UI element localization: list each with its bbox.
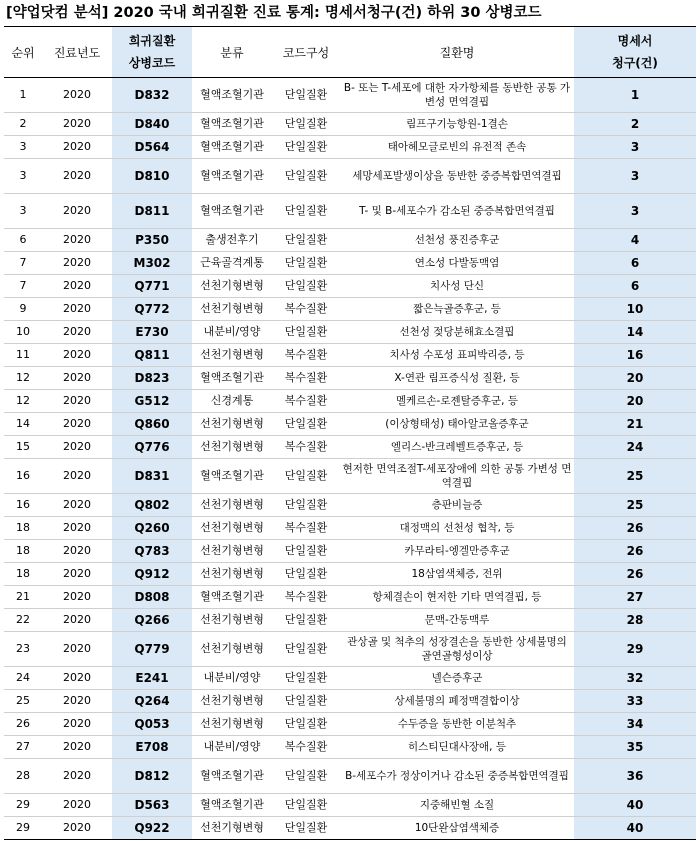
cell-year: 2020 (42, 321, 112, 344)
cell-composition: 단일질환 (272, 759, 340, 794)
cell-composition: 복수질환 (272, 390, 340, 413)
cell-rank: 12 (4, 390, 42, 413)
cell-disease: 관상골 및 척추의 성장결손을 동반한 상세불명의 골연골형성이상 (340, 632, 574, 667)
cell-disease: 항체결손이 현저한 기타 면역결핍, 등 (340, 586, 574, 609)
cell-rank: 22 (4, 609, 42, 632)
table-row (4, 413, 696, 436)
table-row (4, 321, 696, 344)
cell-rank: 26 (4, 713, 42, 736)
cell-composition: 복수질환 (272, 298, 340, 321)
cell-disease: 대정맥의 선천성 협착, 등 (340, 517, 574, 540)
cell-composition: 단일질환 (272, 136, 340, 159)
cell-disease: 넬슨증후군 (340, 667, 574, 690)
cell-rank: 27 (4, 736, 42, 759)
cell-code: Q776 (112, 436, 192, 459)
cell-category: 선천기형변형 (192, 517, 272, 540)
table-row (4, 390, 696, 413)
cell-category: 혈액조혈기관 (192, 794, 272, 817)
cell-disease: 18삼염색체증, 전위 (340, 563, 574, 586)
cell-disease: 선천성 풍진증후군 (340, 229, 574, 252)
cell-rank: 3 (4, 194, 42, 229)
cell-year: 2020 (42, 459, 112, 494)
table-row (4, 459, 696, 494)
cell-year: 2020 (42, 586, 112, 609)
table-row (4, 609, 696, 632)
cell-rank: 25 (4, 690, 42, 713)
cell-disease: 지중해빈혈 소질 (340, 794, 574, 817)
cell-composition: 단일질환 (272, 632, 340, 667)
cell-year: 2020 (42, 540, 112, 563)
cell-category: 신경계통 (192, 390, 272, 413)
cell-count: 32 (574, 667, 696, 690)
cell-disease: B-세포수가 정상이거나 감소된 중증복합면역결핍 (340, 759, 574, 794)
cell-year: 2020 (42, 632, 112, 667)
cell-code: P350 (112, 229, 192, 252)
cell-disease: 짧은늑골증후군, 등 (340, 298, 574, 321)
cell-category: 혈액조혈기관 (192, 136, 272, 159)
cell-code: Q264 (112, 690, 192, 713)
cell-composition: 단일질환 (272, 817, 340, 840)
cell-rank: 16 (4, 494, 42, 517)
cell-count: 16 (574, 344, 696, 367)
rare-disease-table (4, 26, 696, 840)
page-title: [약업닷컴 분석] 2020 국내 희귀질환 진료 통계: 명세서청구(건) 하위 30 상병코드 (6, 5, 542, 21)
cell-rank: 7 (4, 252, 42, 275)
cell-rank: 18 (4, 517, 42, 540)
cell-code: D840 (112, 113, 192, 136)
table-row (4, 436, 696, 459)
cell-year: 2020 (42, 344, 112, 367)
table-row (4, 194, 696, 229)
cell-rank: 24 (4, 667, 42, 690)
cell-rank: 29 (4, 794, 42, 817)
cell-rank: 21 (4, 586, 42, 609)
cell-count: 2 (574, 113, 696, 136)
cell-rank: 18 (4, 563, 42, 586)
table-row (4, 632, 696, 667)
header-count (574, 27, 696, 78)
cell-category: 혈액조혈기관 (192, 759, 272, 794)
table-row (4, 298, 696, 321)
cell-year: 2020 (42, 563, 112, 586)
cell-category: 혈액조혈기관 (192, 113, 272, 136)
cell-rank: 11 (4, 344, 42, 367)
cell-disease: 층판비늘증 (340, 494, 574, 517)
table-row (4, 667, 696, 690)
cell-composition: 단일질환 (272, 609, 340, 632)
cell-code: D563 (112, 794, 192, 817)
cell-composition: 단일질환 (272, 713, 340, 736)
cell-disease: 문맥-간동맥루 (340, 609, 574, 632)
cell-category: 내분비/영양 (192, 736, 272, 759)
cell-category: 내분비/영양 (192, 321, 272, 344)
table-row (4, 759, 696, 794)
cell-disease: 연소성 다발동맥염 (340, 252, 574, 275)
cell-category: 선천기형변형 (192, 298, 272, 321)
cell-rank: 15 (4, 436, 42, 459)
cell-disease: 림프구기능항원-1결손 (340, 113, 574, 136)
cell-composition: 단일질환 (272, 78, 340, 113)
cell-code: M302 (112, 252, 192, 275)
table-row (4, 159, 696, 194)
cell-category: 혈액조혈기관 (192, 459, 272, 494)
cell-disease: 치사성 단신 (340, 275, 574, 298)
cell-year: 2020 (42, 78, 112, 113)
cell-composition: 단일질환 (272, 275, 340, 298)
table-row (4, 517, 696, 540)
table-row (4, 367, 696, 390)
cell-composition: 복수질환 (272, 436, 340, 459)
table-row (4, 713, 696, 736)
table-body (4, 78, 696, 840)
cell-category: 선천기형변형 (192, 632, 272, 667)
cell-category: 선천기형변형 (192, 563, 272, 586)
cell-rank: 7 (4, 275, 42, 298)
table-row (4, 113, 696, 136)
cell-category: 내분비/영양 (192, 667, 272, 690)
table-row (4, 78, 696, 113)
cell-disease: T- 및 B-세포수가 감소된 중증복합면역결핍 (340, 194, 574, 229)
cell-count: 26 (574, 563, 696, 586)
cell-count: 24 (574, 436, 696, 459)
cell-category: 혈액조혈기관 (192, 586, 272, 609)
cell-disease: 히스티딘대사장애, 등 (340, 736, 574, 759)
cell-category: 혈액조혈기관 (192, 367, 272, 390)
cell-composition: 단일질환 (272, 540, 340, 563)
cell-composition: 복수질환 (272, 344, 340, 367)
cell-composition: 복수질환 (272, 586, 340, 609)
cell-year: 2020 (42, 390, 112, 413)
cell-code: Q912 (112, 563, 192, 586)
cell-count: 25 (574, 459, 696, 494)
table-row (4, 563, 696, 586)
cell-composition: 복수질환 (272, 736, 340, 759)
cell-code: Q779 (112, 632, 192, 667)
cell-composition: 단일질환 (272, 113, 340, 136)
cell-category: 선천기형변형 (192, 713, 272, 736)
cell-category: 혈액조혈기관 (192, 78, 272, 113)
cell-rank: 9 (4, 298, 42, 321)
cell-rank: 10 (4, 321, 42, 344)
cell-code: E730 (112, 321, 192, 344)
cell-disease: 10단완삼염색체증 (340, 817, 574, 840)
cell-disease: 현저한 면역조절T-세포장애에 의한 공통 가변성 면역결핍 (340, 459, 574, 494)
cell-code: D810 (112, 159, 192, 194)
cell-code: Q771 (112, 275, 192, 298)
cell-composition: 단일질환 (272, 667, 340, 690)
cell-year: 2020 (42, 159, 112, 194)
cell-disease: (이상형태성) 태아알코올증후군 (340, 413, 574, 436)
cell-category: 근육골격계통 (192, 252, 272, 275)
cell-code: D831 (112, 459, 192, 494)
cell-year: 2020 (42, 413, 112, 436)
cell-category: 혈액조혈기관 (192, 159, 272, 194)
cell-rank: 6 (4, 229, 42, 252)
cell-count: 20 (574, 367, 696, 390)
cell-year: 2020 (42, 194, 112, 229)
cell-year: 2020 (42, 229, 112, 252)
cell-code: G512 (112, 390, 192, 413)
cell-disease: B- 또는 T-세포에 대한 자가항체를 동반한 공통 가변성 면역결핍 (340, 78, 574, 113)
cell-composition: 단일질환 (272, 229, 340, 252)
cell-count: 40 (574, 817, 696, 840)
cell-count: 27 (574, 586, 696, 609)
table-header-row (4, 27, 696, 78)
cell-count: 29 (574, 632, 696, 667)
cell-count: 3 (574, 136, 696, 159)
cell-year: 2020 (42, 609, 112, 632)
cell-disease: 세망세포발생이상을 동반한 중증복합면역결핍 (340, 159, 574, 194)
cell-rank: 14 (4, 413, 42, 436)
cell-count: 10 (574, 298, 696, 321)
cell-year: 2020 (42, 690, 112, 713)
cell-year: 2020 (42, 494, 112, 517)
cell-rank: 18 (4, 540, 42, 563)
cell-code: D823 (112, 367, 192, 390)
table-row (4, 494, 696, 517)
cell-composition: 단일질환 (272, 159, 340, 194)
table-row (4, 690, 696, 713)
cell-count: 40 (574, 794, 696, 817)
cell-count: 4 (574, 229, 696, 252)
cell-count: 6 (574, 252, 696, 275)
cell-rank: 3 (4, 159, 42, 194)
cell-code: D808 (112, 586, 192, 609)
cell-count: 33 (574, 690, 696, 713)
cell-composition: 복수질환 (272, 367, 340, 390)
cell-year: 2020 (42, 298, 112, 321)
cell-rank: 12 (4, 367, 42, 390)
cell-count: 36 (574, 759, 696, 794)
cell-disease: X-연관 림프증식성 질환, 등 (340, 367, 574, 390)
cell-count: 28 (574, 609, 696, 632)
cell-disease: 선천성 젖당분해효소결핍 (340, 321, 574, 344)
cell-code: Q922 (112, 817, 192, 840)
cell-count: 20 (574, 390, 696, 413)
cell-count: 35 (574, 736, 696, 759)
table-row (4, 586, 696, 609)
cell-year: 2020 (42, 136, 112, 159)
table-row (4, 136, 696, 159)
header-count-line1: 명세서 (617, 34, 653, 48)
cell-rank: 2 (4, 113, 42, 136)
cell-year: 2020 (42, 759, 112, 794)
table-row (4, 252, 696, 275)
cell-count: 3 (574, 194, 696, 229)
cell-count: 21 (574, 413, 696, 436)
cell-year: 2020 (42, 113, 112, 136)
cell-year: 2020 (42, 667, 112, 690)
cell-count: 34 (574, 713, 696, 736)
cell-year: 2020 (42, 794, 112, 817)
cell-composition: 단일질환 (272, 321, 340, 344)
cell-count: 26 (574, 517, 696, 540)
table-row (4, 736, 696, 759)
cell-category: 선천기형변형 (192, 275, 272, 298)
cell-composition: 단일질환 (272, 459, 340, 494)
cell-year: 2020 (42, 252, 112, 275)
header-code-line2: 상병코드 (128, 56, 176, 70)
table-row (4, 540, 696, 563)
cell-composition: 단일질환 (272, 563, 340, 586)
cell-code: D812 (112, 759, 192, 794)
cell-composition: 단일질환 (272, 494, 340, 517)
cell-category: 선천기형변형 (192, 817, 272, 840)
cell-rank: 23 (4, 632, 42, 667)
cell-category: 선천기형변형 (192, 494, 272, 517)
header-disease: 질환명 (340, 27, 574, 78)
cell-year: 2020 (42, 736, 112, 759)
cell-disease: 카무라티-엥겔만증후군 (340, 540, 574, 563)
cell-rank: 3 (4, 136, 42, 159)
cell-code: D811 (112, 194, 192, 229)
header-code-line1: 희귀질환 (128, 34, 176, 48)
cell-disease: 엘리스-반크레벨트증후군, 등 (340, 436, 574, 459)
cell-disease: 수두증을 동반한 이분척추 (340, 713, 574, 736)
header-year: 진료년도 (42, 27, 112, 78)
header-count-line2: 청구(건) (612, 56, 658, 70)
header-rank: 순위 (4, 27, 42, 78)
cell-rank: 1 (4, 78, 42, 113)
cell-category: 선천기형변형 (192, 609, 272, 632)
cell-code: Q266 (112, 609, 192, 632)
cell-code: Q860 (112, 413, 192, 436)
cell-code: E708 (112, 736, 192, 759)
cell-category: 선천기형변형 (192, 413, 272, 436)
cell-composition: 단일질환 (272, 794, 340, 817)
cell-category: 출생전후기 (192, 229, 272, 252)
cell-composition: 단일질환 (272, 413, 340, 436)
cell-category: 선천기형변형 (192, 436, 272, 459)
header-category: 분류 (192, 27, 272, 78)
table-row (4, 794, 696, 817)
cell-code: Q811 (112, 344, 192, 367)
cell-composition: 단일질환 (272, 194, 340, 229)
cell-disease: 태아헤모글로빈의 유전적 존속 (340, 136, 574, 159)
cell-rank: 29 (4, 817, 42, 840)
cell-code: Q802 (112, 494, 192, 517)
cell-disease: 치사성 수포성 표피박리증, 등 (340, 344, 574, 367)
cell-count: 25 (574, 494, 696, 517)
cell-count: 6 (574, 275, 696, 298)
cell-count: 26 (574, 540, 696, 563)
table-row (4, 275, 696, 298)
cell-count: 1 (574, 78, 696, 113)
header-composition: 코드구성 (272, 27, 340, 78)
cell-composition: 복수질환 (272, 517, 340, 540)
cell-year: 2020 (42, 275, 112, 298)
cell-year: 2020 (42, 436, 112, 459)
cell-count: 14 (574, 321, 696, 344)
table-row (4, 344, 696, 367)
cell-rank: 28 (4, 759, 42, 794)
cell-code: Q772 (112, 298, 192, 321)
cell-code: D564 (112, 136, 192, 159)
cell-category: 선천기형변형 (192, 690, 272, 713)
cell-disease: 멜케르손-로젠탈증후군, 등 (340, 390, 574, 413)
cell-code: Q260 (112, 517, 192, 540)
cell-code: E241 (112, 667, 192, 690)
cell-code: Q783 (112, 540, 192, 563)
cell-code: D832 (112, 78, 192, 113)
cell-count: 3 (574, 159, 696, 194)
header-code (112, 27, 192, 78)
cell-composition: 단일질환 (272, 252, 340, 275)
cell-category: 혈액조혈기관 (192, 194, 272, 229)
cell-year: 2020 (42, 713, 112, 736)
cell-year: 2020 (42, 367, 112, 390)
cell-category: 선천기형변형 (192, 540, 272, 563)
table-row (4, 817, 696, 840)
cell-year: 2020 (42, 817, 112, 840)
cell-disease: 상세불명의 폐정맥결합이상 (340, 690, 574, 713)
table-row (4, 229, 696, 252)
cell-rank: 16 (4, 459, 42, 494)
cell-composition: 단일질환 (272, 690, 340, 713)
cell-year: 2020 (42, 517, 112, 540)
cell-code: Q053 (112, 713, 192, 736)
cell-category: 선천기형변형 (192, 344, 272, 367)
